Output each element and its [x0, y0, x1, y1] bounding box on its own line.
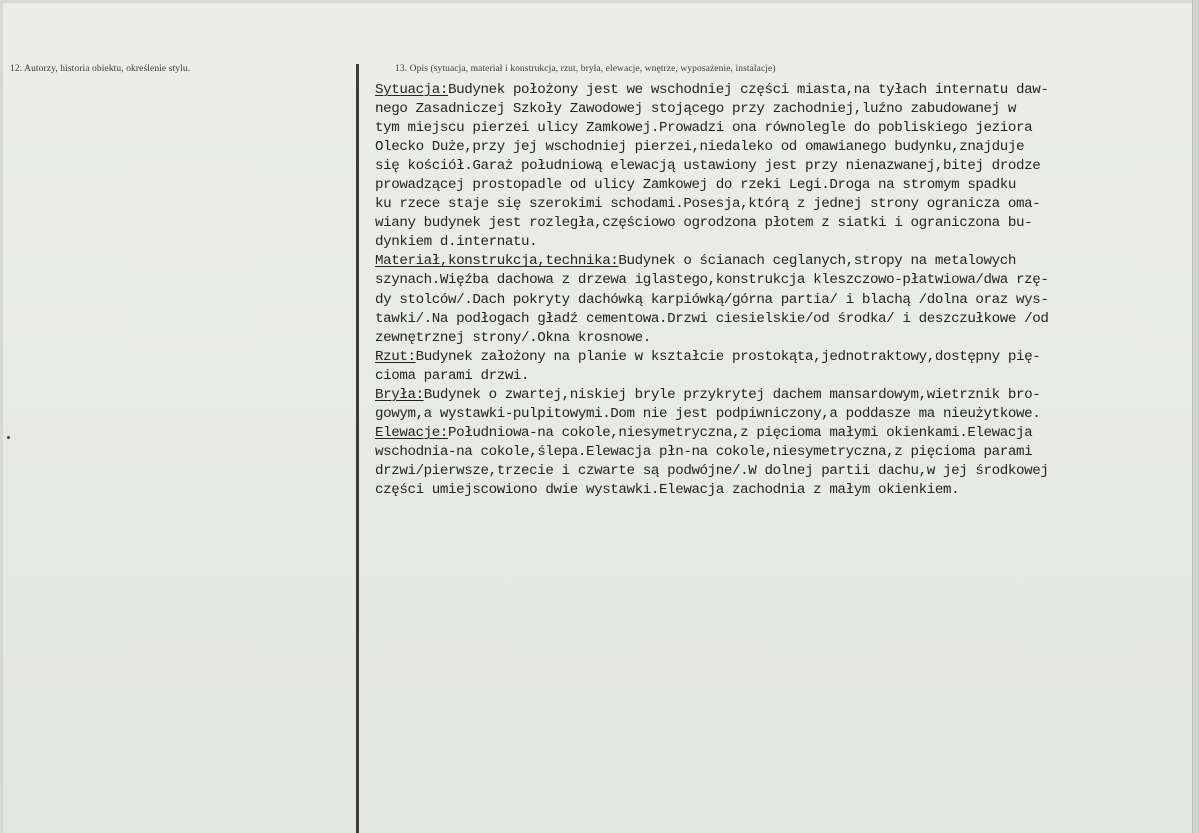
line-text: części umiejscowiono dwie wystawki.Elewacja zachodnia z małym okienkiem. — [375, 481, 960, 498]
description-line — [375, 233, 1195, 252]
section-label: Sytuacja: — [375, 82, 449, 98]
description-line — [375, 462, 1195, 481]
description-line — [375, 481, 1195, 500]
line-text: Południowa-na cokole,niesymetryczna,z pięcioma małymi okienkami.Elewacja — [448, 424, 1033, 441]
description-line — [375, 81, 1195, 100]
description-line — [375, 214, 1195, 233]
description-line — [375, 367, 1195, 386]
line-text: Budynek o ścianach ceglanych,stropy na metalowych — [618, 253, 1017, 270]
line-text: Budynek założony na planie w kształcie prostokąta,jednotraktowy,dostępny pię- — [415, 348, 1041, 365]
line-text: wschodnia-na cokole,ślepa.Elewacja płn-na cokole,niesymetryczna,z pięcioma parami — [375, 443, 1033, 460]
description-text — [375, 81, 1195, 500]
description-line — [375, 176, 1195, 195]
field-12-label: 12. Autorzy, historia obiektu, określenie stylu. — [10, 64, 191, 74]
section-label: Rzut: — [375, 348, 416, 365]
field-13-label: 13. Opis (sytuacja, materiał i konstrukcja, rzut, bryła, elewacje, wnętrze, wyposażenie, instalacje) — [395, 64, 776, 74]
section-label: Elewacje: — [375, 424, 449, 441]
line-text: tym miejscu pierzei ulicy Zamkowej.Prowadzi ona równolegle do pobliskiego jeziora — [375, 120, 1033, 137]
description-line — [375, 252, 1195, 271]
description-line — [375, 291, 1195, 310]
line-text: ku rzece staje się szerokimi schodami.Posesja,którą z jednej strony ogranicza oma- — [375, 196, 1041, 213]
line-text: się kościół.Garaż południową elewacją ustawiony jest przy nienazwanej,bitej drodze — [375, 158, 1041, 175]
line-text: wiany budynek jest rozległa,częściowo ogrodzona płotem z siatki i ograniczona bu- — [375, 215, 1033, 232]
description-line — [375, 443, 1195, 462]
line-text: drzwi/pierwsze,trzecie i czwarte są podwójne/.W dolnej partii dachu,w jej środkowej — [375, 462, 1049, 479]
line-text: nego Zasadniczej Szkoły Zawodowej stojącego przy zachodniej,luźno zabudowanej w — [375, 101, 1016, 118]
description-line — [375, 310, 1195, 329]
line-text: Olecko Duże,przy jej wschodniej pierzei,niedaleko od omawianego budynku,znajduje — [375, 139, 1025, 156]
description-line — [375, 157, 1195, 176]
description-line — [375, 424, 1195, 443]
description-line — [375, 271, 1195, 290]
description-line — [375, 119, 1195, 138]
section-label: Materiał,konstrukcja,technika: — [375, 253, 619, 270]
description-line — [375, 100, 1195, 119]
line-text: Budynek o zwartej,niskiej bryle przykrytej dachem mansardowym,wietrznik bro- — [423, 386, 1041, 403]
line-text: Budynek położony jest we wschodniej części miasta,na tyłach internatu daw- — [448, 82, 1049, 98]
paper-edge-top — [0, 0, 1199, 3]
line-text: zewnętrznej strony/.Okna krosnowe. — [375, 329, 651, 346]
line-text: dynkiem d.internatu. — [375, 234, 538, 251]
description-line — [375, 348, 1195, 367]
description-line — [375, 195, 1195, 214]
paper-edge-left — [0, 0, 3, 833]
section-label: Bryła: — [375, 386, 424, 403]
description-line — [375, 329, 1195, 348]
description-line — [375, 405, 1195, 424]
description-line — [375, 386, 1195, 405]
line-text: cioma parami drzwi. — [375, 367, 530, 384]
line-text: dy stolców/.Dach pokryty dachówką karpiówką/górna partia/ i blachą /dolna oraz wys- — [375, 291, 1049, 308]
line-text: tawki/.Na podłogach gładź cementowa.Drzwi ciesielskie/od środka/ i deszczułkowe /od — [375, 310, 1049, 327]
ink-dot — [7, 436, 10, 439]
column-divider — [356, 64, 359, 833]
description-line — [375, 138, 1195, 157]
line-text: szynach.Więźba dachowa z drzewa iglastego,konstrukcja kleszczowo-płatwiowa/dwa rzę- — [375, 272, 1049, 289]
line-text: prowadzącej prostopadle od ulicy Zamkowej do rzeki Legi.Droga na stromym spadku — [375, 177, 1016, 194]
line-text: gowym,a wystawki-pulpitowymi.Dom nie jest podpiwniczony,a poddasze ma nieużytkowe. — [375, 405, 1041, 422]
